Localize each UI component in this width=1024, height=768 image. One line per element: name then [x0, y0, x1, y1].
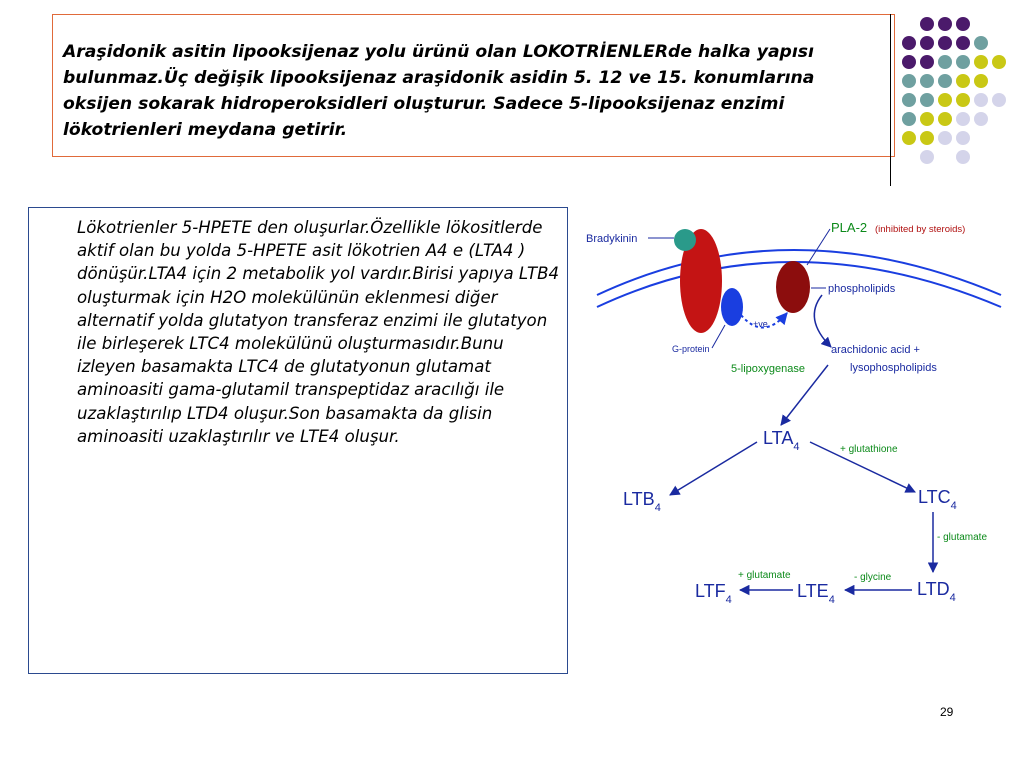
bradykinin-molecule: [674, 229, 696, 251]
ltc4-name: LTC: [918, 487, 951, 507]
label-minus-glutamate: - glutamate: [937, 532, 988, 543]
title-box: [52, 14, 895, 157]
lta4-to-ltb4-arrow: [670, 442, 757, 495]
slide-title: Araşidonik asitin lipooksijenaz yolu ürünü olan LOKOTRİENLERde halka yapısı bulunmaz.Üç değişik lipooksijenaz araşidonik asidin 5. 12 ve 15. konumlarına oksijen sokarak hidroperoksidleri oluşturur. Sadece 5-lipooksijenaz enzimi lökotrienleri meydana getirir.: [63, 42, 815, 140]
ltd4-subscript: 4: [949, 592, 956, 604]
body-paragraph: Lökotrienler 5-HPETE den oluşurlar.Özellikle lökositlerde aktif olan bu yolda 5-HPETE asit lökotrien A4 e (LTA4 ) dönüşür.LTA4 için 2 metabolik yol vardır.Birisi yapıya LTB4 oluşturmak için H2O molekülünün eklenmesi diğer alternatif yolda glutatyon transferaz enzimi ile glutatyon ile birleşerek LTC4 molekülünü oluşturmasıdır.Bunu izleyen basamakta LTC4 de glutatyonun glutamat aminoasiti gama-glutamil transpeptidaz aracılığı ile uzaklaştırılıp LTD4 oluşur.Son basamakta da glisin aminoasiti uzaklaştırılır ve LTE4 oluşur.: [77, 218, 560, 446]
label-pla2-note: (inhibited by steroids): [875, 224, 966, 235]
phospholipids-to-arachidonic-arrow: [814, 295, 831, 347]
label-bradykinin: Bradykinin: [586, 233, 638, 245]
decor-dot-yellow: [974, 74, 988, 88]
decor-dot-yellow: [938, 93, 952, 107]
decor-dot-yellow: [956, 74, 970, 88]
label-lta4: [763, 428, 799, 453]
decor-dot-lavender: [920, 150, 934, 164]
label-lysophospholipids: lysophospholipids: [850, 362, 937, 374]
page-number: 29: [940, 705, 954, 719]
decor-dot-yellow: [920, 112, 934, 126]
decor-dot-teal: [902, 93, 916, 107]
label-ltf4: [695, 581, 732, 606]
label-5-lipoxygenase: 5-lipoxygenase: [731, 363, 805, 375]
label-glutathione: + glutathione: [840, 444, 898, 455]
decor-dot-teal: [938, 55, 952, 69]
lte4-subscript: 4: [828, 594, 835, 606]
decor-dot-yellow: [938, 112, 952, 126]
ltc4-subscript: 4: [950, 500, 957, 512]
label-pla2: PLA-2: [831, 220, 868, 235]
label-lte4: [797, 581, 835, 606]
leukotriene-pathway-diagram: [575, 207, 1003, 652]
decor-dot-yellow: [920, 131, 934, 145]
decor-dot-purple: [920, 55, 934, 69]
decor-dot-purple: [956, 17, 970, 31]
decor-dot-teal: [938, 74, 952, 88]
decor-dot-lavender: [956, 150, 970, 164]
decor-dot-lavender: [974, 112, 988, 126]
label-glycine: - glycine: [854, 572, 892, 583]
lta4-name: LTA: [763, 428, 794, 448]
body-text-box: [28, 207, 568, 674]
label-ve: +ve: [753, 319, 768, 329]
decor-dot-teal: [974, 36, 988, 50]
decor-dot-purple: [902, 55, 916, 69]
decor-dot-yellow: [974, 55, 988, 69]
decor-dot-lavender: [992, 93, 1006, 107]
ltd4-name: LTD: [917, 579, 950, 599]
decor-dot-lavender: [956, 112, 970, 126]
decor-dot-purple: [920, 36, 934, 50]
label-arachidonic-acid: arachidonic acid +: [831, 344, 920, 356]
decor-dot-lavender: [956, 131, 970, 145]
decor-dot-yellow: [902, 131, 916, 145]
decor-dot-purple: [920, 17, 934, 31]
decor-dot-lavender: [938, 131, 952, 145]
pla2-pointer: [807, 229, 830, 265]
decor-dot-purple: [938, 17, 952, 31]
decor-dot-lavender: [974, 93, 988, 107]
g-protein: [721, 288, 743, 326]
ltf4-subscript: 4: [725, 594, 732, 606]
decor-dot-purple: [938, 36, 952, 50]
decor-dot-teal: [956, 55, 970, 69]
ltf4-name: LTF: [695, 581, 726, 601]
g-protein-pointer: [712, 325, 725, 348]
label-plus-glutamate: + glutamate: [738, 570, 791, 581]
decor-dot-teal: [920, 93, 934, 107]
decor-dot-yellow: [956, 93, 970, 107]
label-ltd4: [917, 579, 956, 604]
pla2-enzyme: [776, 261, 810, 313]
title-divider-line: [890, 14, 891, 186]
label-phospholipids: phospholipids: [828, 283, 896, 295]
decor-dot-yellow: [992, 55, 1006, 69]
ltb4-name: LTB: [623, 489, 655, 509]
decor-dot-teal: [902, 74, 916, 88]
ltb4-subscript: 4: [654, 502, 661, 514]
label-ltc4: [918, 487, 957, 512]
decor-dot-purple: [956, 36, 970, 50]
lte4-name: LTE: [797, 581, 829, 601]
label-g-protein: G-protein: [672, 344, 710, 354]
lta4-subscript: 4: [793, 441, 800, 453]
decor-dot-purple: [902, 36, 916, 50]
decor-dot-teal: [902, 112, 916, 126]
decor-dot-teal: [920, 74, 934, 88]
decorative-dot-grid: [910, 14, 1020, 164]
label-ltb4: [623, 489, 661, 514]
